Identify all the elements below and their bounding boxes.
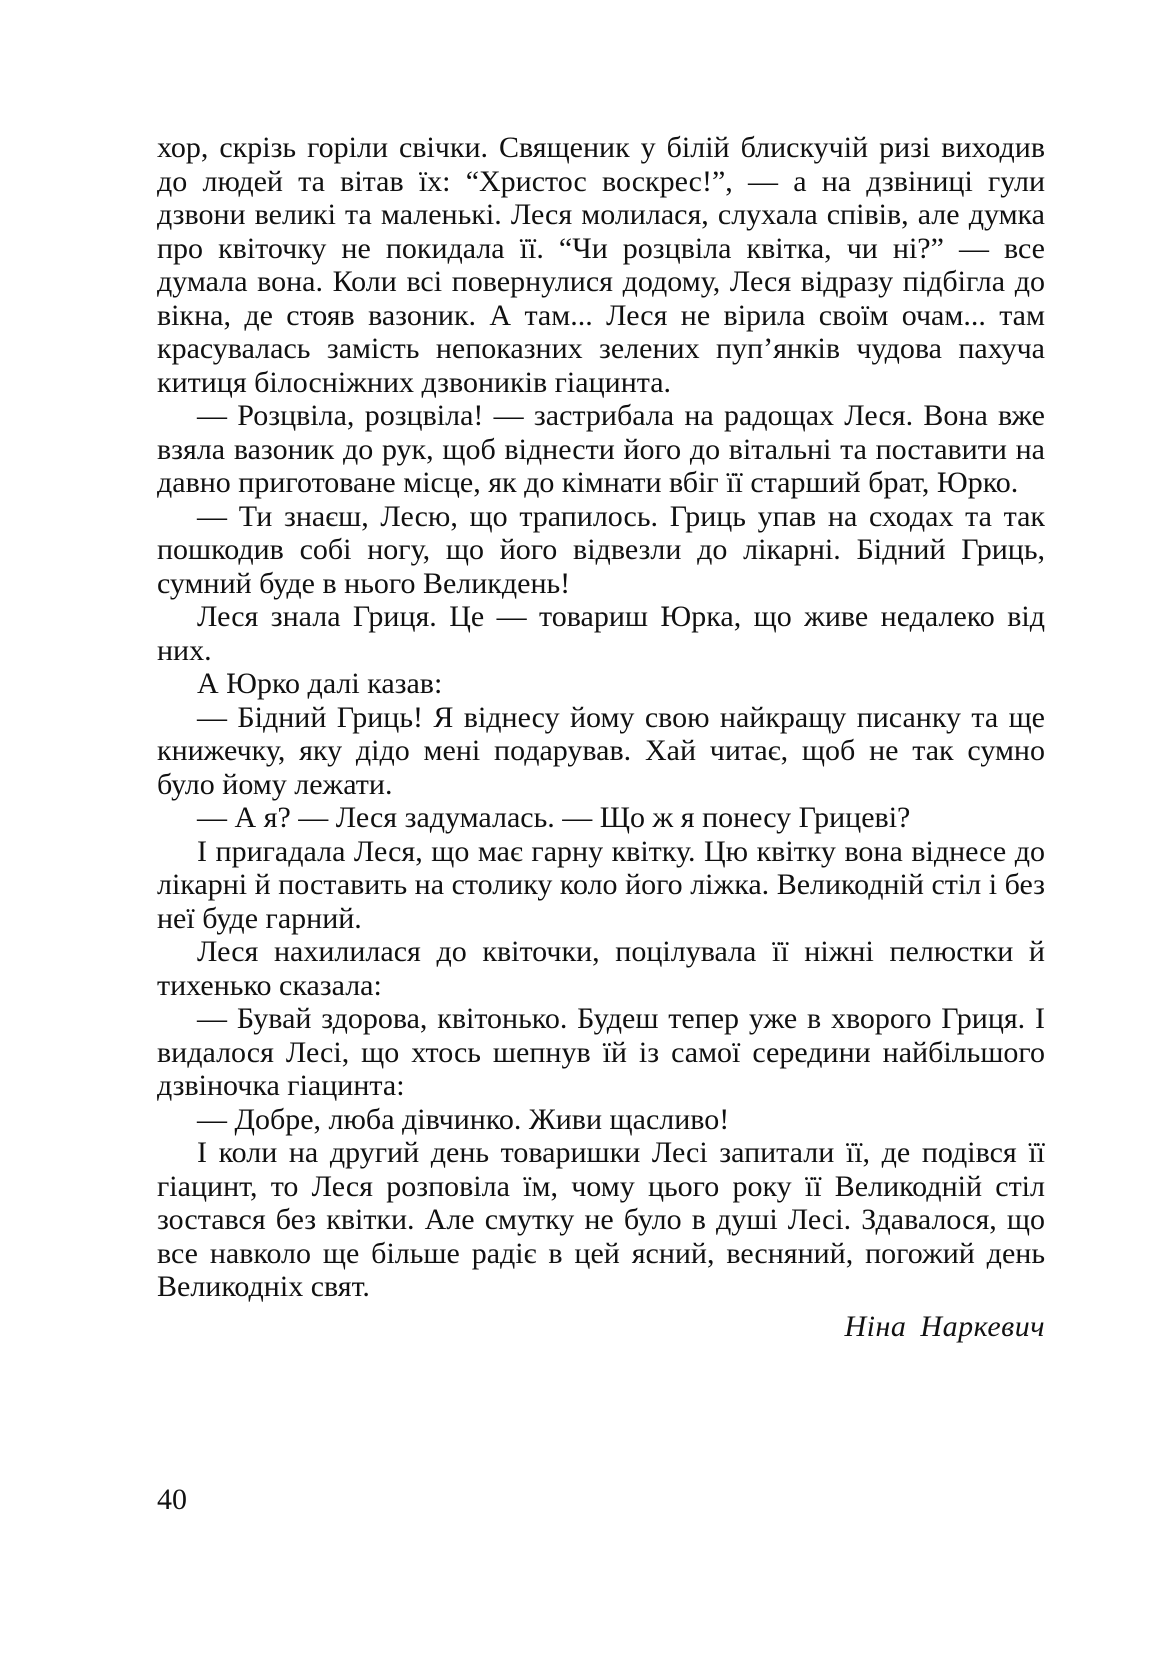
paragraph: — Бідний Гриць! Я віднесу йому свою найкращу писанку та ще книжечку, яку дідо мені подарував. Хай читає, щоб не так сумно було йому лежати. <box>157 700 1045 801</box>
paragraph: І пригадала Леся, що має гарну квітку. Цю квітку вона віднесе до лікарні й поставить на столику коло його ліжка. Великодній стіл і без неї буде гарний. <box>157 834 1045 935</box>
paragraph: — Розцвіла, розцвіла! — застрибала на радощах Леся. Вона вже взяла вазоник до рук, щоб віднести його до вітальні та поставити на давно приготоване місце, як до кімнати вбіг її старший брат, Юрко. <box>157 399 1045 499</box>
paragraph: Леся знала Гриця. Це — товариш Юрка, що живе недалеко від них. <box>157 600 1045 667</box>
paragraph: А Юрко далі казав: <box>197 667 443 700</box>
paragraph: хор, скрізь горіли свічки. Священик у білій блискучій ризі виходив до людей та вітав їх: “Христос воскрес!”, — а на дзвіниці гули дзвони великі та маленькі. Леся молилася, слухала співів, але думка про квіточку не покидала її. “Чи розцвіла квітка, чи ні?” — все думала вона. Коли всі повернулися додому, Леся відразу підбігла до вікна, де стояв вазоник. А там... Леся не вірила своїм очам... там красувалась замість непоказних зелених пуп’янків чудова пахуча китиця білосніжних дзвоників гіацинта. <box>157 131 1045 399</box>
paragraph: — Ти знаєш, Лесю, що трапилось. Гриць упав на сходах та так пошкодив собі ногу, що його відвезли до лікарні. Бідний Гриць, сумний буде в нього Великдень! <box>157 499 1045 600</box>
page-number: 40 <box>157 1483 187 1516</box>
paragraph: — А я? — Леся задумалась. — Що ж я понесу Грицеві? <box>197 801 911 834</box>
paragraph: І коли на другий день товаришки Лесі запитали її, де подівся її гіацинт, то Леся розповіла їм, чому цього року її Великодній стіл зостався без квітки. Але смутку не було в душі Лесі. Здавалося, що все навколо ще більше радіє в цей ясний, весняний, погожий день Великодніх свят. <box>157 1136 1045 1303</box>
author-signature: Ніна Наркевич <box>844 1310 1045 1343</box>
paragraph: — Добре, люба дівчинко. Живи щасливо! <box>197 1102 730 1136</box>
story-text <box>157 131 1045 1304</box>
paragraph: — Бувай здорова, квітонько. Будеш тепер уже в хворого Гриця. І видалося Лесі, що хтось шепнув їй із самої середини найбільшого дзвіночка гіацинта: <box>157 1002 1045 1102</box>
paragraph: Леся нахилилася до квіточки, поцілувала її ніжні пелюстки й тихенько сказала: <box>157 935 1045 1002</box>
